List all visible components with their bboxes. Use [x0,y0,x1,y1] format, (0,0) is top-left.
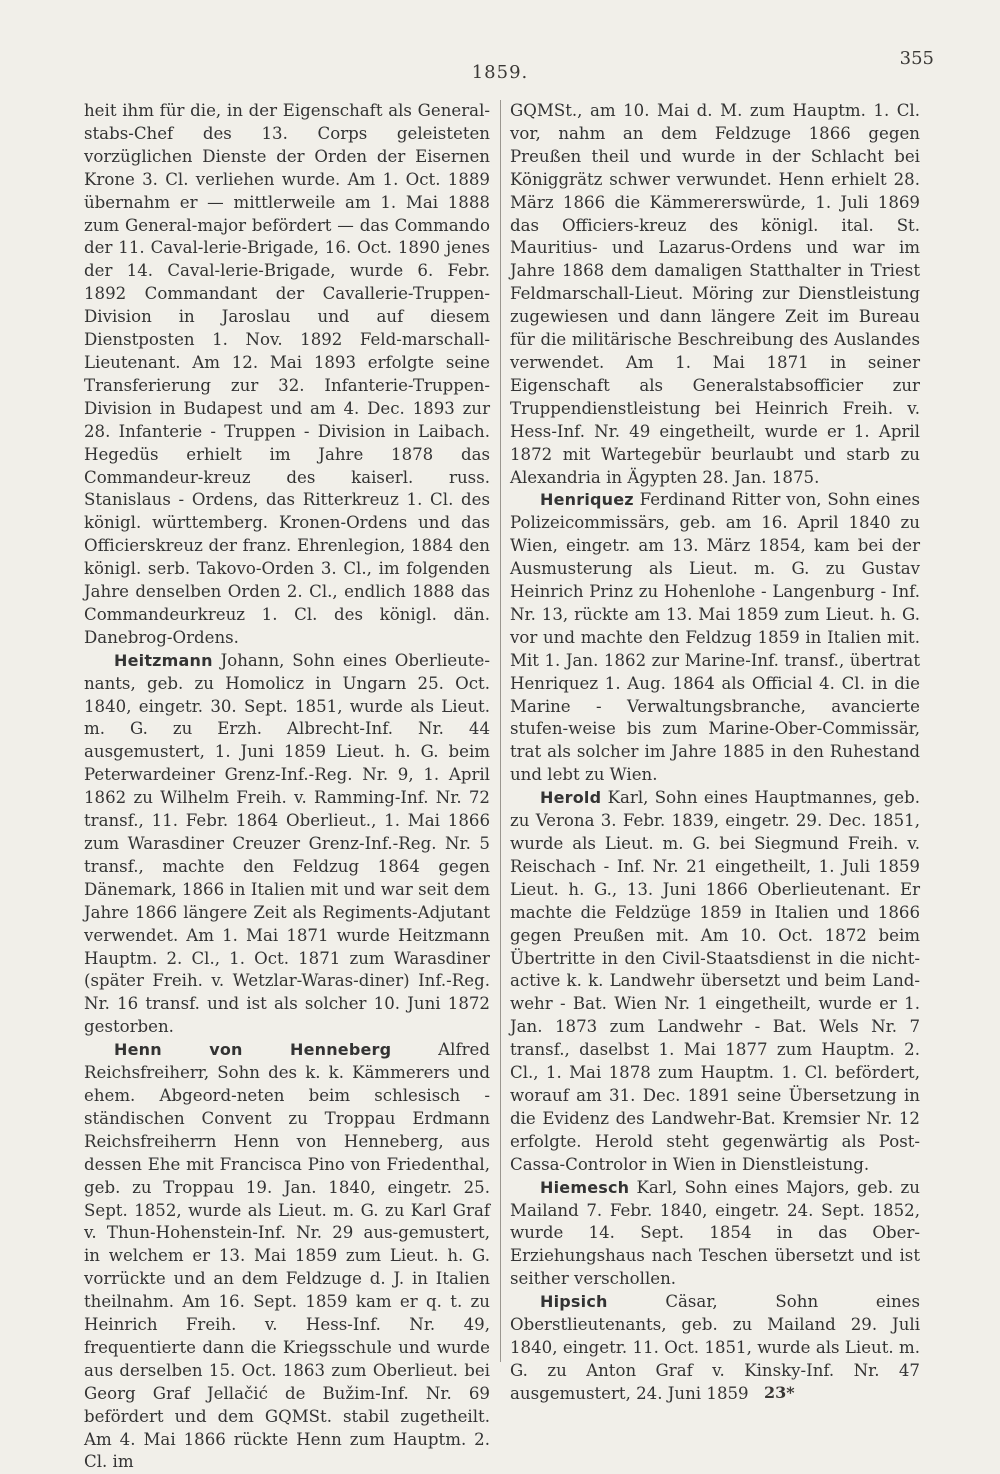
entry-name: Henn von Henneberg [114,1040,392,1060]
entry-name: Heitzmann [114,650,213,670]
entry-text: Karl, Sohn eines Hauptmannes, geb. zu Verona 3. Febr. 1839, eingetr. 29. Dec. 1851, wurde als Lieut. m. G. bei Siegmund Freih. v. Reischach - Inf. Nr. 21 eingetheilt, 1. Juli 1859 Lieut. h. G., 13. Juni 1866 Oberlieutenant. Er machte die Feldzüge 1859 in Italien und 1866 gegen Preußen mit. Am 10. Oct. 1872 beim Übertritte in den Civil-Staatsdienst in die nicht-active k. k. Landwehr übersetzt und beim Land-wehr - Bat. Wien Nr. 1 eingetheilt, wurde er 1. Jan. 1873 zum Landwehr - Bat. Wels Nr. 7 transf., daselbst 1. Mai 1877 zum Hauptm. 2. Cl., 1. Mai 1878 zum Hauptm. 1. Cl. befördert, worauf am 31. Dec. 1891 seine Übersetzung in die Evidenz des Landwehr-Bat. Kremsier Nr. 12 erfolgte. Herold steht gegenwärtig als Post-Cassa-Controlor in Wien in Dienstleistung. [510,788,920,1174]
entry-name: Herold [540,788,602,808]
entry-name: Hiemesch [540,1177,630,1197]
biography-entry [84,650,490,1039]
entry-text: Cäsar, Sohn eines Oberstlieutenants, geb. zu Mailand 29. Juli 1840, eingetr. 11. Oct. 1851, wurde als Lieut. m. G. zu Anton Graf v. Kinsky-Inf. Nr. 47 ausgemustert, 24. Juni 1859 [510,1292,920,1403]
biography-entry [510,1291,920,1406]
page-number: 355 [899,48,934,69]
entry-text: Alfred Reichsfreiherr, Sohn des k. k. Kämmerers und ehem. Abgeord-neten beim schlesisch - ständischen Convent zu Troppau Erdmann Reichsfreiherrn Henn von Henneberg, aus dessen Ehe mit Francisca Pino von Friedenthal, geb. zu Troppau 19. Jan. 1840, eingetr. 25. Sept. 1852, wurde als Lieut. m. G. zu Karl Graf v. Thun-Hohenstein-Inf. Nr. 29 aus-gemustert, in welchem er 13. Mai 1859 zum Lieut. h. G. vorrückte und an dem Feldzuge d. J. in Italien theilnahm. Am 16. Sept. 1859 kam er q. t. zu Heinrich Freih. v. Hess-Inf. Nr. 49, frequentierte dann die Kriegsschule und wurde aus derselben 15. Oct. 1863 zum Oberlieut. bei Georg Graf Jellačić de Bužim-Inf. Nr. 69 befördert und dem GQMSt. stabil zugetheilt. Am 4. Mai 1866 rückte Henn zum Hauptm. 2. Cl. im [84,1040,490,1472]
signature-mark: 23* [764,1383,795,1402]
entry-name: Hipsich [540,1292,608,1312]
continuation-paragraph: heit ihm für die, in der Eigenschaft als General-stabs-Chef des 13. Corps geleisteten vorzüglichen Dienste der Orden der Eisernen Krone 3. Cl. verliehen wurde. Am 1. Oct. 1889 übernahm er — mittlerweile am 1. Mai 1888 zum General-major befördert — das Commando der 11. Caval-lerie-Brigade, 16. Oct. 1890 jenes der 14. Caval-lerie-Brigade, wurde 6. Febr. 1892 Commandant der Cavallerie-Truppen-Division in Jaroslau und auf diesem Dienstposten 1. Nov. 1892 Feld-marschall-Lieutenant. Am 12. Mai 1893 erfolgte seine Transferierung zur 32. Infanterie-Truppen-Division in Budapest und am 4. Dec. 1893 zur 28. Infanterie - Truppen - Division in Laibach. Hegedüs erhielt im Jahre 1878 das Commandeur-kreuz des kaiserl. russ. Stanislaus - Ordens, das Ritterkreuz 1. Cl. des königl. württemberg. Kronen-Ordens und das Officierskreuz der franz. Ehrenlegion, 1884 den königl. serb. Takovo-Orden 3. Cl., im folgenden Jahre denselben Orden 2. Cl., endlich 1888 das Commandeurkreuz 1. Cl. des königl. dän. Danebrog-Ordens. [84,101,490,647]
biography-entry [510,787,920,1176]
entry-text: Johann, Sohn eines Oberlieute-nants, geb. zu Homolicz in Ungarn 25. Oct. 1840, eingetr. 30. Sept. 1851, wurde als Lieut. m. G. zu Erzh. Albrecht-Inf. Nr. 44 ausgemustert, 1. Juni 1859 Lieut. h. G. beim Peterwardeiner Grenz-Inf.-Reg. Nr. 9, 1. April 1862 zu Wilhelm Freih. v. Ramming-Inf. Nr. 72 transf., 11. Febr. 1864 Oberlieut., 1. Mai 1866 zum Warasdiner Creuzer Grenz-Inf.-Reg. Nr. 5 transf., machte den Feldzug 1864 gegen Dänemark, 1866 in Italien mit und war seit dem Jahre 1866 längere Zeit als Regiments-Adjutant verwendet. Am 1. Mai 1871 wurde Heitzmann Hauptm. 2. Cl., 1. Oct. 1871 zum Warasdiner (später Freih. v. Wetzlar-Waras-diner) Inf.-Reg. Nr. 16 transf. und ist als solcher 10. Juni 1872 gestorben. [84,650,490,1037]
entry-text: Ferdinand Ritter von, Sohn eines Polizeicommissärs, geb. am 16. April 1840 zu Wien, eingetr. am 13. März 1854, kam bei der Ausmusterung als Lieut. m. G. zu Gustav Heinrich Prinz zu Hohenlohe - Langenburg - Inf. Nr. 13, rückte am 13. Mai 1859 zum Lieut. h. G. vor und machte den Feldzug 1859 in Italien mit. Mit 1. Jan. 1862 zur Marine-Inf. transf., übertrat Henriquez 1. Aug. 1864 als Official 4. Cl. in die Marine - Verwaltungsbranche, avancierte stufen-weise bis zum Marine-Ober-Commissär, trat als solcher im Jahre 1885 in den Ruhestand und lebt zu Wien. [510,490,920,785]
entry-name: Henriquez [540,490,634,510]
biography-entry [510,489,920,787]
page-header-year: 1859. [471,62,529,83]
entry-text: Karl, Sohn eines Majors, geb. zu Mailand 7. Febr. 1840, eingetr. 24. Sept. 1852, wurde 14. Sept. 1854 in das Ober-Erziehungshaus nach Teschen übersetzt und ist seither verschollen. [510,1177,920,1289]
biography-entry [510,1177,920,1292]
right-column [510,100,920,1406]
left-column [84,100,490,1474]
biography-entry [84,1039,490,1474]
column-divider [500,100,501,1362]
continuation-paragraph: GQMSt., am 10. Mai d. M. zum Hauptm. 1. Cl. vor, nahm an dem Feldzuge 1866 gegen Preußen theil und wurde in der Schlacht bei Königgrätz schwer verwundet. Henn erhielt 28. März 1866 die Kämmererswürde, 1. Juli 1869 das Officiers-kreuz des königl. ital. St. Mauritius- und Lazarus-Ordens und war im Jahre 1868 dem damaligen Statthalter in Triest Feldmarschall-Lieut. Möring zur Dienstleistung zugewiesen und dann längere Zeit im Bureau für die militärische Beschreibung des Auslandes verwendet. Am 1. Mai 1871 in seiner Eigenschaft als Generalstabsofficier zur Truppendienstleistung bei Heinrich Freih. v. Hess-Inf. Nr. 49 eingetheilt, wurde er 1. April 1872 mit Wartegebür beurlaubt und starb zu Alexandria in Ägypten 28. Jan. 1875. [510,101,920,487]
